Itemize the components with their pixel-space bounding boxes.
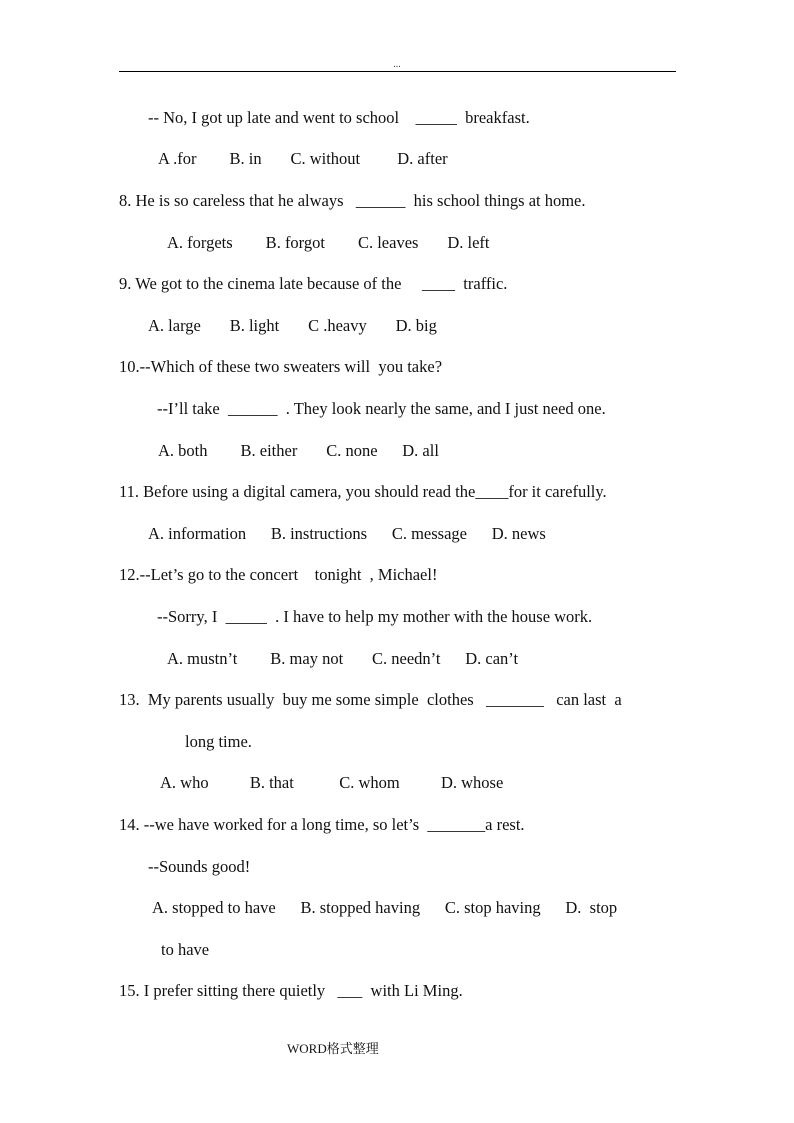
q10-options-line: A. both B. either C. none D. all xyxy=(158,441,439,460)
q14-cont-line: to have xyxy=(161,940,210,959)
q13-stem-line: 13. My parents usually buy me some simple clothes _______ can last a xyxy=(119,690,622,709)
q14-reply-line: --Sounds good! xyxy=(148,857,251,876)
q13-options-line: A. who B. that C. whom D. whose xyxy=(160,773,504,792)
q8-options-line: A. forgets B. forgot C. leaves D. left xyxy=(167,233,490,252)
q11-options-line: A. information B. instructions C. message D. news xyxy=(148,524,546,543)
q15-stem-line: 15. I prefer sitting there quietly ___ with Li Ming. xyxy=(119,981,463,1000)
header-rule xyxy=(119,71,676,72)
q9-options-line: A. large B. light C .heavy D. big xyxy=(148,316,437,335)
q13-cont-line: long time. xyxy=(185,732,252,751)
q10-reply-line: --I’ll take ______ . They look nearly the same, and I just need one. xyxy=(157,399,606,418)
q12-reply-line: --Sorry, I _____ . I have to help my mother with the house work. xyxy=(157,607,593,626)
q14-options-line: A. stopped to have B. stopped having C. stop having D. stop xyxy=(152,898,618,917)
q10-stem-line: 10.--Which of these two sweaters will you take? xyxy=(119,357,443,376)
q9-stem-line: 9. We got to the cinema late because of the ____ traffic. xyxy=(119,274,508,293)
footer-text: WORD格式整理 xyxy=(287,1041,379,1056)
q12-stem-line: 12.--Let’s go to the concert tonight , Michael! xyxy=(119,565,438,584)
header-mark: ... xyxy=(393,59,401,70)
q14-stem-line: 14. --we have worked for a long time, so let’s _______a rest. xyxy=(119,815,525,834)
q8-stem-line: 8. He is so careless that he always ______ his school things at home. xyxy=(119,191,586,210)
q12-options-line: A. mustn’t B. may not C. needn’t D. can’t xyxy=(167,649,519,668)
q7-options-line: A .for B. in C. without D. after xyxy=(158,149,448,168)
q11-stem-line: 11. Before using a digital camera, you should read the____for it carefully. xyxy=(119,482,607,501)
q7-reply-line: -- No, I got up late and went to school _____ breakfast. xyxy=(148,108,530,127)
